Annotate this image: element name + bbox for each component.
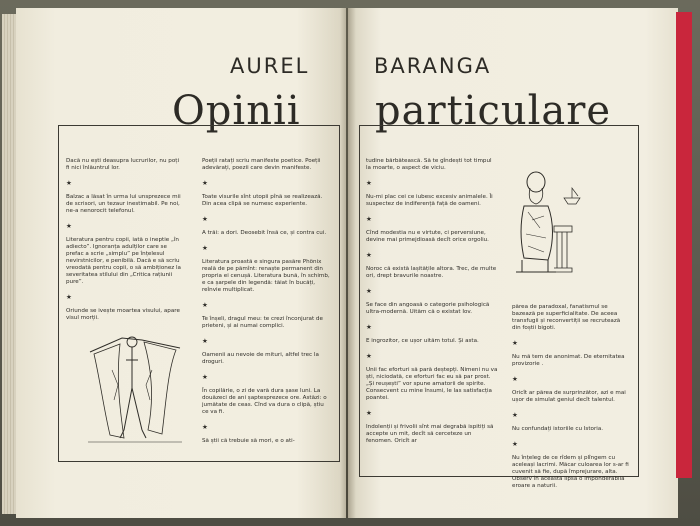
star-separator: ★ — [512, 375, 518, 383]
aphorism: Nu confundați istoriile cu Istoria. — [512, 426, 604, 432]
star-separator: ★ — [202, 423, 208, 431]
aphorism: Toate visurile sînt utopii pînă se realizează. Din acea clipă se numesc experiente. — [202, 194, 323, 207]
aphorism: tudine bărbătească. Să te gîndești tot timpul la moarte, o aspect de viciu. — [366, 158, 492, 171]
star-separator: ★ — [366, 251, 372, 259]
star-separator: ★ — [366, 215, 372, 223]
text-column-1 — [66, 158, 184, 330]
star-separator: ★ — [202, 373, 208, 381]
aphorism: Oamenii au nevoie de mituri, altfel trec la droguri. — [202, 352, 319, 365]
text-column-4 — [512, 304, 630, 498]
cloaked-figure-drawing — [82, 330, 187, 450]
text-column-2 — [202, 158, 330, 453]
aphorism: Se face din angoasă o categorie psihologică ultra-modernă. Uităm că o existat Iov. — [366, 302, 490, 315]
open-book — [2, 8, 692, 518]
aphorism: Oriunde se ivește moartea visului, apare visul morții. — [66, 308, 180, 321]
aphorism: Te înșeli, dragul meu: te crezi înconjurat de prieteni, și ai numai complici. — [202, 316, 323, 329]
title-right: particulare — [375, 88, 612, 134]
aphorism: Literatura proastă e singura pasăre Phönix reală de pe pămînt: renaște permanent din propria ei cenușă. Literatura bună, în schimb, e ca șarpele din legendă: tăiat în bucăți, reînvie multiplicat. — [202, 259, 330, 293]
thinker-statue-drawing — [510, 168, 590, 278]
star-separator: ★ — [202, 215, 208, 223]
aphorism: Nu-mi plac cei ce iubesc excesiv animalele. Îi suspectez de indiferență față de oameni. — [366, 194, 493, 207]
aphorism: Balzac a lăsat în urma lui unsprezece mii de scrisori, un tezaur inestimabil. Pe noi, ne-a nenorocit telefonul. — [66, 194, 181, 214]
star-separator: ★ — [66, 222, 72, 230]
aphorism: Poeții ratați scriu manifeste poetice. Poeții adevărați, poezii care devin manifeste. — [202, 158, 321, 171]
star-separator: ★ — [366, 287, 372, 295]
aphorism: Indolenții și frivolii sînt mai degrabă ispitiți să accepte un mit, decît să cerceteze un fenomen. Oricît ar — [366, 424, 494, 444]
star-separator: ★ — [512, 440, 518, 448]
star-separator: ★ — [512, 411, 518, 419]
aphorism: Cînd modestia nu e virtute, ci perversiune, devine mai primejdioasă decît orice orgoliu. — [366, 230, 489, 243]
text-column-3 — [366, 158, 498, 453]
aphorism: E ingrozitor, ce ușor uităm totul. Și asta. — [366, 338, 479, 344]
aphorism: Să știi că trebuie să mori, e o ati- — [202, 438, 295, 444]
aphorism: Nu mă tem de anonimat. De eternitatea provizorie . — [512, 354, 625, 367]
aphorism: În copilărie, o zi de vară dura șase luni. La douăzeci de ani șaptesprezece ore. Astăzi: o jumătate de ceas. Cînd va dura o clipă, știu ce va fi. — [202, 388, 327, 415]
aphorism: A trăi: a dori. Deosebit însă ce, și contra cui. — [202, 230, 327, 236]
star-separator: ★ — [366, 409, 372, 417]
title-left: Opinii — [172, 88, 301, 134]
aphorism: Literatura pentru copii, iată o ineptie „în adiecto”. Ignoranța adulților care se prefac a scrie „simplu” pe înțelesul nevirstnicilor, e penibilă. Dacă e să scriu vreodată pentru copii, o să ambiționez la severitatea stilului din „Critica rațiunii pure”. — [66, 237, 181, 285]
star-separator: ★ — [366, 352, 372, 360]
star-separator: ★ — [202, 301, 208, 309]
aphorism: Noroc că există lașitățile altora. Trec, de multe ori, drept bravurile noastre. — [366, 266, 497, 279]
author-first-name: AUREL — [230, 54, 310, 78]
red-bookmark-edge — [674, 12, 692, 478]
star-separator: ★ — [202, 244, 208, 252]
aphorism: Unii fac eforturi să pară deștepți. Nimeni nu va ști, niciodată, ce eforturi fac eu să par prost. „Și reușești” vor spune amatorii de spirite. Consecvent cu mine însumi, le las satisfacția poantei. — [366, 367, 498, 401]
star-separator: ★ — [366, 323, 372, 331]
star-separator: ★ — [66, 179, 72, 187]
star-separator: ★ — [66, 293, 72, 301]
aphorism: Dacă nu ești deasupra lucrurilor, nu poți fi nici înlăuntrul lor. — [66, 158, 179, 171]
star-separator: ★ — [512, 339, 518, 347]
star-separator: ★ — [202, 179, 208, 187]
book-gutter — [340, 8, 356, 518]
aphorism: părea de paradoxal, fanatismul se bazează pe superficialitate. De aceea transfugii și reconvertiții se recrutează din foștii bigoti. — [512, 304, 621, 331]
star-separator: ★ — [202, 337, 208, 345]
star-separator: ★ — [366, 179, 372, 187]
aphorism: Oricît ar părea de surprinzător, azi e mai ușor de simulat geniul decît talentul. — [512, 390, 626, 403]
author-last-name: BARANGA — [374, 54, 492, 78]
aphorism: Nu înțeleg de ce rîdem și plîngem cu aceleași lacrimi. Măcar culoarea lor s-ar fi cuvenit să fie, după împrejurare, alta. Observ în această lipsă o imponderabilă eroare a naturii. — [512, 455, 629, 489]
